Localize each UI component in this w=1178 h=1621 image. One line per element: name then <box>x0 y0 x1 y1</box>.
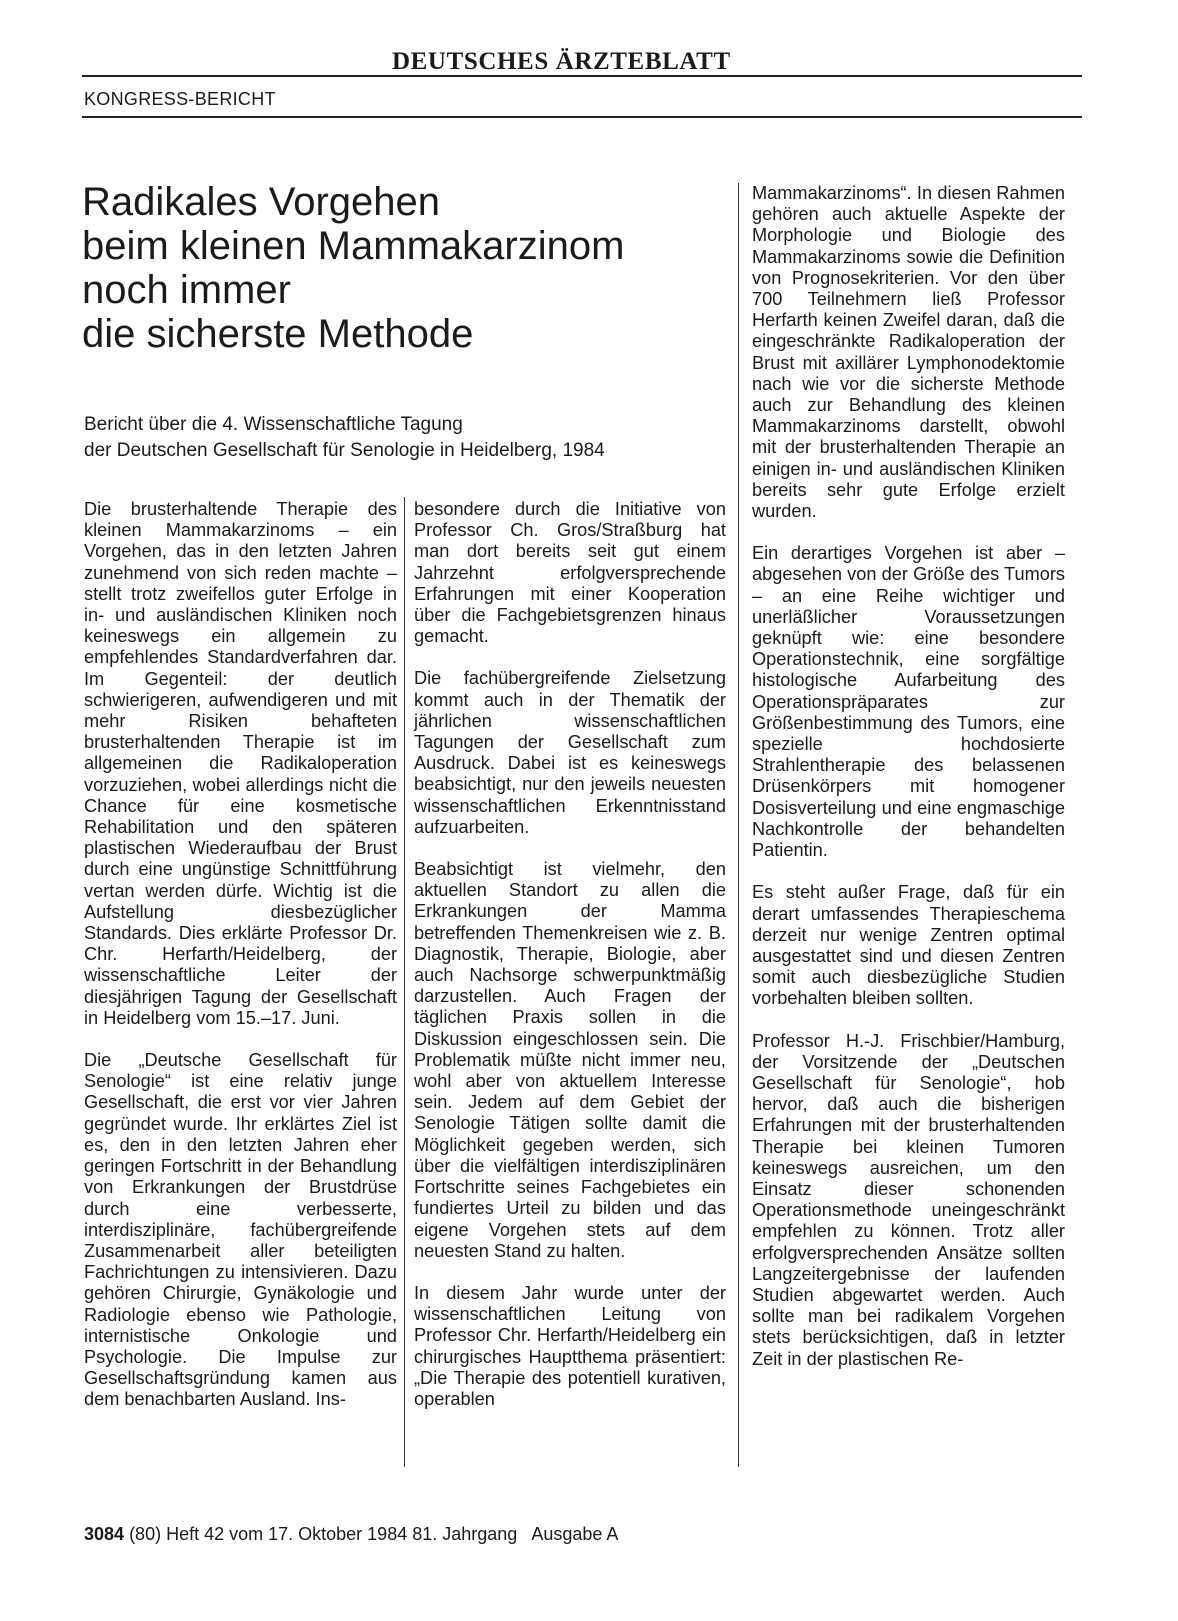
article-title <box>82 180 722 356</box>
title-line: beim kleinen Mammakarzinom <box>82 224 625 268</box>
title-line: Radikales Vorgehen <box>82 180 441 224</box>
paragraph: Es steht außer Frage, daß für ein derart umfassendes Therapieschema derzeit nur wenige Zentren optimal ausgestattet sind und diesen Zentren somit auch diesbezügliche Studien vorbehalten bleiben sollten. <box>752 882 1065 1009</box>
section-label: KONGRESS-BERICHT <box>84 89 276 109</box>
subtitle-line: der Deutschen Gesellschaft für Senologie in Heidelberg, 1984 <box>84 440 605 461</box>
header-rule-top <box>82 75 1082 77</box>
body-column-1 <box>84 499 397 1432</box>
page-number: 3084 <box>84 1524 125 1544</box>
page-footer <box>84 1524 618 1545</box>
paragraph: Professor H.-J. Frischbier/Hamburg, der Vorsitzende der „Deutschen Gesellschaft für Senologie“, hob hervor, daß auch die bisherigen Erfahrungen mit der brusterhaltenden Therapie bei kleinen Tumoren keineswegs ausreichen, um den Einsatz dieser schonenden Operationsmethode uneingeschränkt empfehlen zu können. Trotz aller erfolgversprechenden Ansätze sollten Langzeitergebnisse der laufenden Studien abgewartet werden. Auch sollte man bei radikalem Vorgehen stets berücksichtigen, daß in letzter Zeit in der plastischen Re- <box>752 1030 1065 1369</box>
paragraph: Beabsichtigt ist vielmehr, den aktuellen Standort zu allen die Erkrankungen der Mamma betreffenden Themenkreisen wie z. B. Diagnostik, Therapie, Biologie, aber auch Nachsorge schwerpunktmäßig darzustellen. Auch Fragen der täglichen Praxis sollen in die Diskussion eingeschlossen sein. Die Problematik müßte nicht immer neu, wohl aber von aktuellem Interesse sein. Jedem auf dem Gebiet der Senologie Tätigen sollte damit die Möglichkeit gegeben werden, sich über die vielfältigen interdisziplinären Fortschritte seines Fachgebietes ein fundiertes Urteil zu bilden und das eigene Vorgehen stets auf dem neuesten Stand zu halten. <box>414 859 726 1261</box>
paragraph: besondere durch die Initiative von Professor Ch. Gros/Straßburg hat man dort bereits seit gut einem Jahrzehnt erfolgversprechende Erfahrungen mit einer Kooperation über die Fachgebietsgrenzen hinaus gemacht. <box>414 499 726 647</box>
journal-masthead: DEUTSCHES ÄRZTEBLATT <box>392 48 731 75</box>
paragraph: Die brusterhaltende Therapie des kleinen Mammakarzinoms – ein Vorgehen, das in den letzten Jahren zunehmend von sich reden machte – stellt trotz zweifellos guter Erfolge in in- und ausländischen Kliniken noch keineswegs ein allgemein zu empfehlendes Standardverfahren dar. Im Gegenteil: der deutlich schwierigeren, aufwendigeren und mit mehr Risiken behafteten brusterhaltenden Therapie ist im allgemeinen die Radikaloperation vorzuziehen, wobei allerdings nicht die Chance für eine kosmetische Rehabilitation und den späteren plastischen Wiederaufbau der Brust durch eine ungünstige Schnittführung vertan werden dürfe. Wichtig ist die Aufstellung diesbezüglicher Standards. Dies erklärte Professor Dr. Chr. Herfarth/Heidelberg, der wissenschaftliche Leiter der diesjährigen Tagung der Gesellschaft in Heidelberg vom 15.–17. Juni. <box>84 499 397 1028</box>
issue-info: (80) Heft 42 vom 17. Oktober 1984 81. Jahrgang <box>129 1524 518 1544</box>
paragraph: Die fachübergreifende Zielsetzung kommt auch in der Thematik der jährlichen wissenschaftlichen Tagungen der Gesellschaft zum Ausdruck. Dabei ist es keineswegs beabsichtigt, nur den jeweils neuesten wissenschaftlichen Erkenntnisstand aufzuarbeiten. <box>414 668 726 837</box>
header-rule-bottom <box>82 116 1082 118</box>
paragraph: In diesem Jahr wurde unter der wissenschaftlichen Leitung von Professor Chr. Herfarth/Heidelberg ein chirurgisches Hauptthema präsentiert: „Die Therapie des potentiell kurativen, operablen <box>414 1282 726 1409</box>
body-column-3 <box>752 183 1065 1391</box>
article-subtitle <box>84 412 724 464</box>
column-divider <box>738 183 739 1467</box>
subtitle-line: Bericht über die 4. Wissenschaftliche Tagung <box>84 414 463 435</box>
edition-label: Ausgabe A <box>531 1524 619 1544</box>
title-line: die sicherste Methode <box>82 312 474 356</box>
paragraph: Die „Deutsche Gesellschaft für Senologie“ ist eine relativ junge Gesellschaft, die erst vor vier Jahren gegründet wurde. Ihr erklärtes Ziel ist es, den in den letzten Jahren eher geringen Fortschritt in der Behandlung von Erkrankungen der Brustdrüse durch eine verbesserte, interdisziplinäre, fachübergreifende Zusammenarbeit aller beteiligten Fachrichtungen zu intensivieren. Dazu gehören Chirurgie, Gynäkologie und Radiologie ebenso wie Pathologie, internistische Onkologie und Psychologie. Die Impulse zur Gesellschaftsgründung kamen aus dem benachbarten Ausland. Ins- <box>84 1050 397 1410</box>
body-column-2 <box>414 499 726 1431</box>
title-line: noch immer <box>82 268 291 312</box>
column-divider <box>404 497 405 1467</box>
paragraph: Ein derartiges Vorgehen ist aber – abgesehen von der Größe des Tumors – an eine Reihe wichtiger und unerläßlicher Voraussetzungen geknüpft wie: eine besondere Operationstechnik, eine sorgfältige histologische Aufarbeitung des Operationspräparates zur Größenbestimmung des Tumors, eine spezielle hochdosierte Strahlentherapie des belassenen Drüsenkörpers mit homogener Dosisverteilung und eine engmaschige Nachkontrolle der behandelten Patientin. <box>752 543 1065 861</box>
paragraph: Mammakarzinoms“. In diesen Rahmen gehören auch aktuelle Aspekte der Morphologie und Biologie des Mammakarzinoms sowie die Definition von Prognosekriterien. Vor den über 700 Teilnehmern ließ Professor Herfarth keinen Zweifel daran, daß die eingeschränkte Radikaloperation der Brust mit axillärer Lymphonodektomie nach wie vor die sicherste Methode auch zur Behandlung des kleinen Mammakarzinoms darstellt, obwohl mit der brusterhaltenden Therapie an einigen in- und ausländischen Kliniken bereits sehr gute Erfolge erzielt wurden. <box>752 183 1065 522</box>
